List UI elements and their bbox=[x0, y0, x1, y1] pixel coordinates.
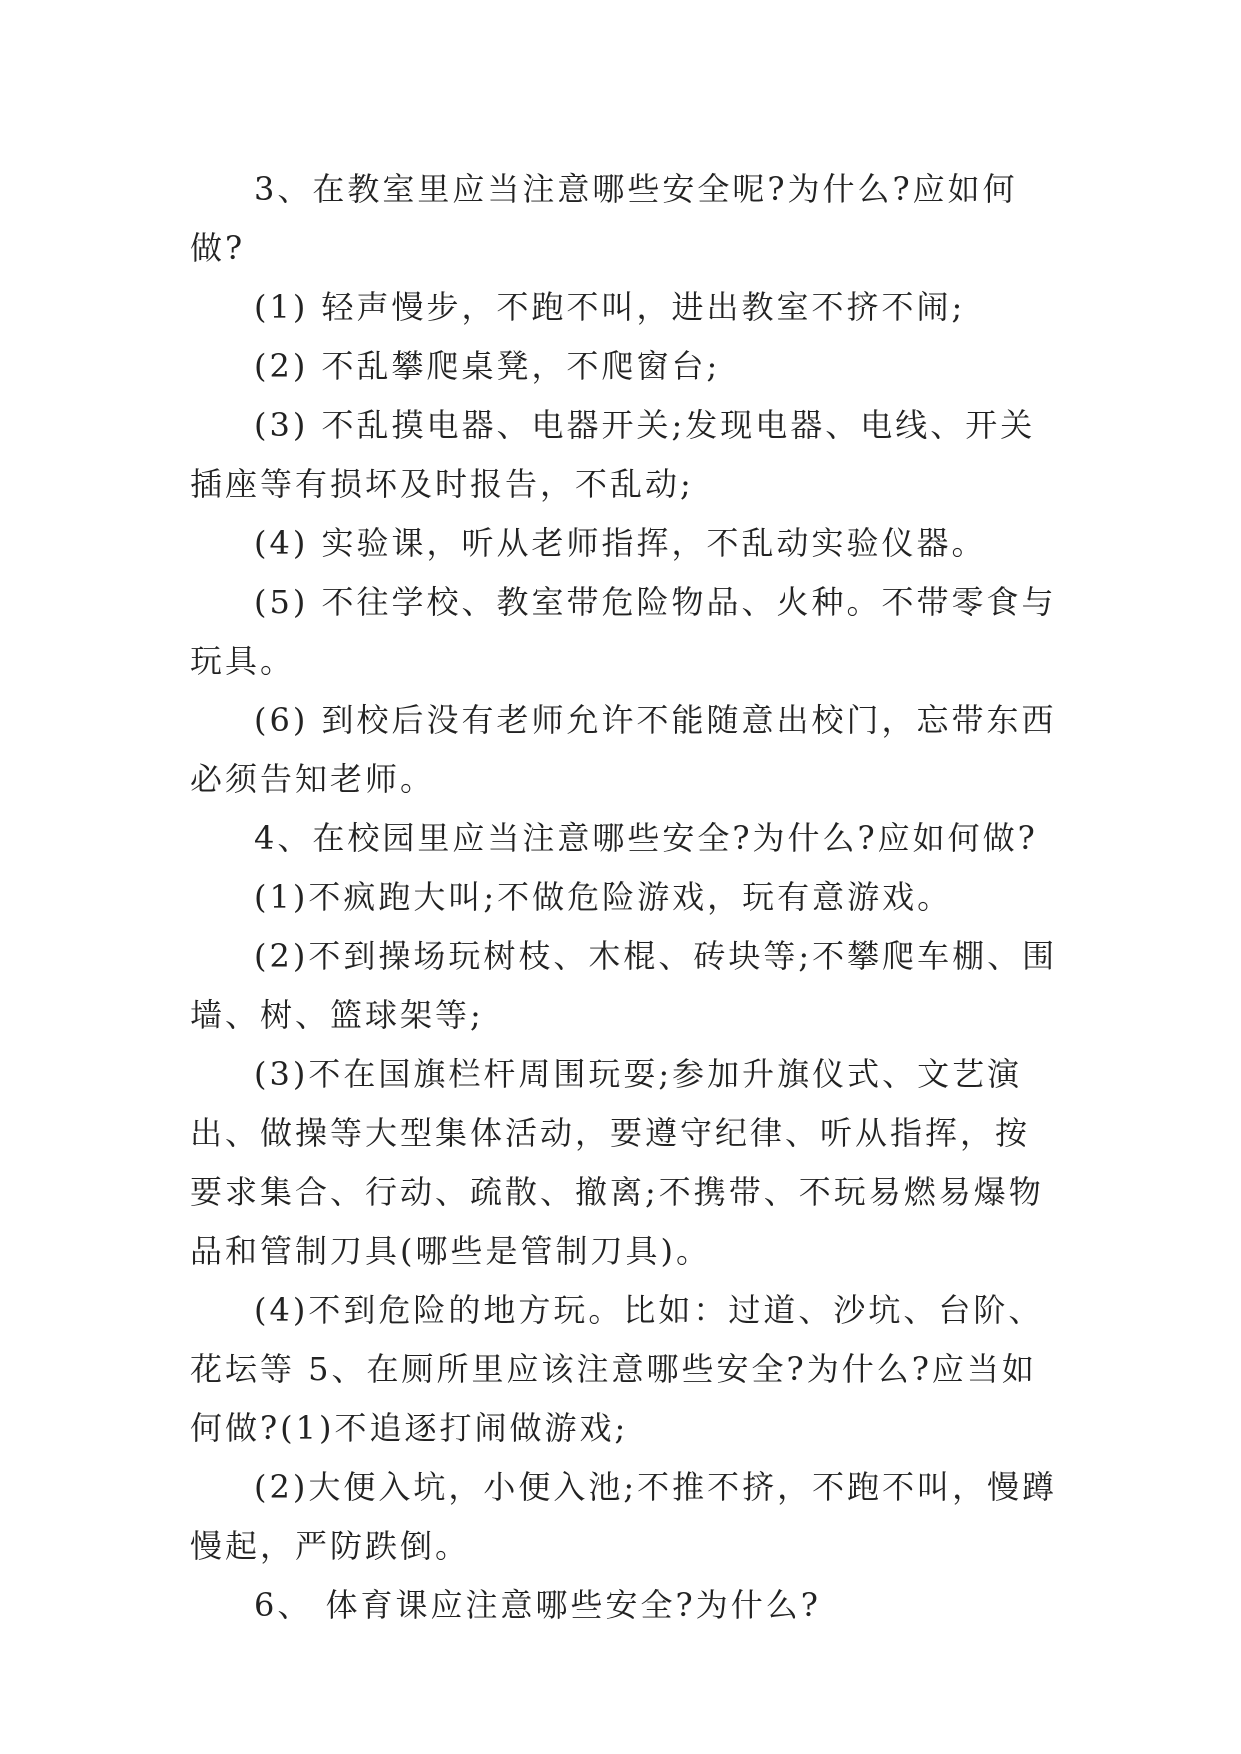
list-item: (5) 不往学校、教室带危险物品、火种。不带零食与玩具。 bbox=[190, 583, 1057, 680]
list-item: (3) 不乱摸电器、电器开关;发现电器、电线、开关插座等有损坏及时报告，不乱动; bbox=[190, 406, 1036, 503]
list-item: (4) 实验课，听从老师指挥，不乱动实验仪器。 bbox=[254, 524, 987, 562]
list-item: (2)大便入坑，小便入池;不推不挤，不跑不叫，慢蹲慢起，严防跌倒。 bbox=[190, 1468, 1058, 1565]
list-item: (4)不到危险的地方玩。比如：过道、沙坑、台阶、花坛等 5、在厕所里应该注意哪些安全?为什么?应当如何做?(1)不追逐打闹做游戏; bbox=[190, 1291, 1044, 1447]
section-heading-3: 3、在教室里应当注意哪些安全呢?为什么?应如何做? bbox=[190, 170, 1018, 267]
list-item: (1)不疯跑大叫;不做危险游戏，玩有意游戏。 bbox=[254, 878, 953, 916]
document-body bbox=[190, 160, 1060, 1635]
list-item: (2)不到操场玩树枝、木棍、砖块等;不攀爬车棚、围墙、树、篮球架等; bbox=[190, 937, 1058, 1034]
list-item: (6) 到校后没有老师允许不能随意出校门，忘带东西必须告知老师。 bbox=[190, 701, 1057, 798]
list-item: (1) 轻声慢步，不跑不叫，进出教室不挤不闹; bbox=[254, 288, 966, 326]
section-heading-6: 6、 体育课应注意哪些安全?为什么? bbox=[254, 1586, 821, 1624]
section-heading-4: 4、在校园里应当注意哪些安全?为什么?应如何做? bbox=[254, 819, 1038, 857]
list-item: (3)不在国旗栏杆周围玩耍;参加升旗仪式、文艺演出、做操等大型集体活动，要遵守纪律、听从指挥，按要求集合、行动、疏散、撤离;不携带、不玩易燃易爆物品和管制刀具(哪些是管制刀具)。 bbox=[190, 1055, 1044, 1270]
list-item: (2) 不乱攀爬桌凳，不爬窗台; bbox=[254, 347, 721, 385]
